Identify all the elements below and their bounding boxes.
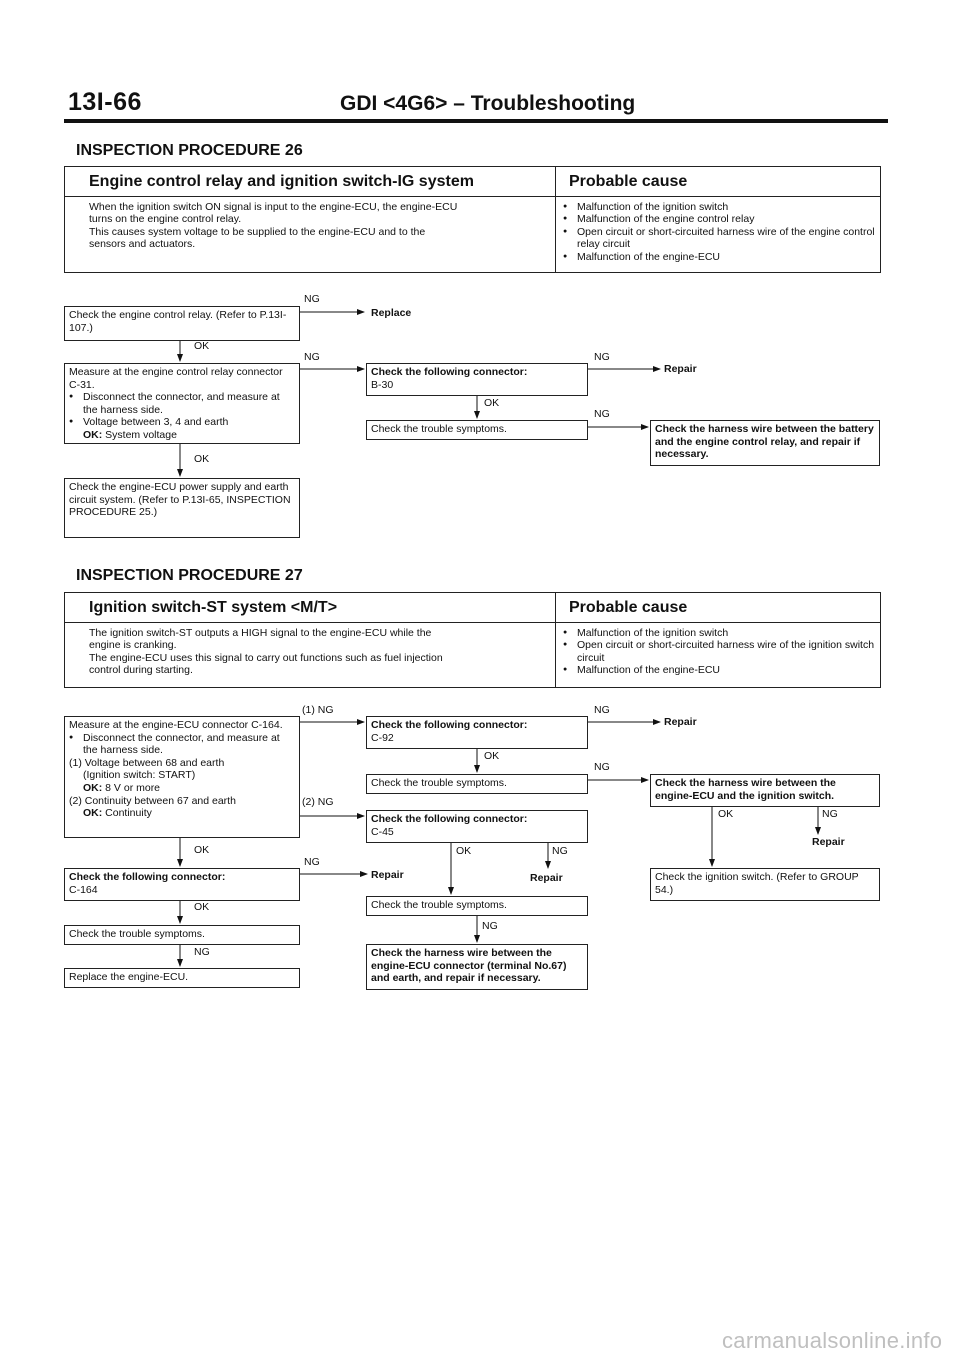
cause-item: ● Malfunction of the ignition switch — [563, 201, 875, 213]
ng-label: NG — [594, 408, 610, 420]
ok-value: System voltage — [105, 428, 177, 441]
ok-label: OK: — [83, 807, 103, 820]
measure-bullet: ● Disconnect the connector, and measure at the harness side. — [69, 732, 295, 757]
repair-label: Repair — [530, 872, 563, 884]
measure-step: (1) Voltage between 68 and earth — [69, 756, 225, 769]
trouble-symptoms-box: Check the trouble symptoms. — [366, 420, 588, 440]
measure-intro: Measure at the engine-ECU connector C-164. — [69, 719, 283, 731]
measure-step: (Ignition switch: START) — [83, 769, 196, 782]
replace-label: Replace — [371, 307, 412, 319]
ok-value: 8 V or more — [105, 781, 161, 794]
ng-label: NG — [594, 351, 610, 363]
ng-label: NG — [194, 946, 210, 958]
ecu-power-box: Check the engine-ECU power supply and earth circuit system. (Refer to P.13I-65, INSPECTION PROCEDURE 25.) — [64, 478, 300, 538]
cause-item: ● Malfunction of the engine control relay — [563, 213, 875, 225]
desc-line: engine is cranking. — [89, 639, 177, 652]
trouble-symptoms-box: Check the trouble symptoms. — [366, 896, 588, 916]
ng-label: NG — [552, 845, 568, 857]
desc-line: When the ignition switch ON signal is input to the engine-ECU, the engine-ECU — [89, 201, 458, 213]
check-relay-box: Check the engine control relay. (Refer to P.13I-107.) — [64, 306, 300, 341]
ng-label: (2) NG — [302, 796, 334, 808]
ok-label: OK — [194, 453, 210, 465]
cause-item: ● Malfunction of the ignition switch — [563, 627, 875, 639]
proc26-col-left: Engine control relay and ignition switch-IG system — [89, 173, 474, 190]
proc26-title: INSPECTION PROCEDURE 26 — [76, 142, 303, 159]
footer-watermark: carmanualsonline.info — [722, 1328, 943, 1353]
desc-line: The ignition switch-ST outputs a HIGH signal to the engine-ECU while the — [89, 627, 432, 639]
ignition-switch-box: Check the ignition switch. (Refer to GROUP 54.) — [650, 868, 880, 901]
ok-label: OK — [484, 750, 500, 762]
desc-line: This causes system voltage to be supplied to the engine-ECU and to the — [89, 225, 426, 238]
proc27-col-left: Ignition switch-ST system <M/T> — [89, 599, 338, 616]
ng-label: NG — [594, 761, 610, 773]
ok-label: OK — [194, 901, 210, 913]
proc26-col-right: Probable cause — [569, 173, 688, 190]
cause-item: ● Malfunction of the engine-ECU — [563, 664, 875, 676]
ok-label: OK — [456, 845, 472, 857]
ok-label: OK — [194, 844, 210, 856]
measure-step: (2) Continuity between 67 and earth — [69, 794, 236, 807]
ok-label: OK: — [83, 781, 103, 794]
page-title: GDI <4G6> – Troubleshooting — [340, 92, 636, 115]
repair-label: Repair — [664, 716, 697, 728]
ng-label: (1) NG — [302, 704, 334, 716]
ng-label: NG — [304, 856, 320, 868]
ng-label: NG — [822, 808, 838, 820]
ng-label: NG — [482, 920, 498, 932]
desc-line: control during starting. — [89, 664, 193, 677]
ok-label: OK — [194, 340, 210, 352]
proc27-title: INSPECTION PROCEDURE 27 — [76, 567, 303, 584]
cause-item: ● Open circuit or short-circuited harness wire of the engine control relay circuit — [563, 226, 875, 251]
replace-ecu-box: Replace the engine-ECU. — [64, 968, 300, 988]
repair-label: Repair — [812, 836, 845, 848]
connector-code: C-45 — [371, 825, 394, 838]
connector-code: C-164 — [69, 883, 98, 896]
trouble-symptoms-box: Check the trouble symptoms. — [366, 774, 588, 794]
measure-bullet: ● Disconnect the connector, and measure at the harness side. — [69, 391, 295, 416]
ok-label: OK — [718, 808, 734, 820]
ok-label: OK — [484, 397, 500, 409]
desc-line: sensors and actuators. — [89, 238, 196, 251]
connector-heading: Check the following connector: — [371, 366, 528, 378]
desc-line: turns on the engine control relay. — [89, 213, 242, 226]
repair-label: Repair — [371, 869, 404, 881]
harness-ecu-ignition-box: Check the harness wire between the engine-ECU and the ignition switch. — [650, 774, 880, 807]
harness-earth-box: Check the harness wire between the engine-ECU connector (terminal No.67) and earth, and repair if necessary. — [366, 944, 588, 990]
page-number: 13I-66 — [68, 88, 142, 116]
connector-heading: Check the following connector: — [69, 871, 226, 883]
ng-label: NG — [304, 351, 320, 363]
connector-code: B-30 — [371, 378, 394, 391]
proc27-col-right: Probable cause — [569, 599, 688, 616]
ng-label: NG — [304, 293, 320, 305]
repair-label: Repair — [664, 363, 697, 375]
ng-label: NG — [594, 704, 610, 716]
connector-code: C-92 — [371, 731, 394, 744]
trouble-symptoms-box: Check the trouble symptoms. — [64, 925, 300, 945]
measure-bullet: ● Voltage between 3, 4 and earth — [69, 416, 295, 429]
cause-item: ● Open circuit or short-circuited harness wire of the ignition switch circuit — [563, 639, 875, 664]
measure-intro: Measure at the engine control relay connector C-31. — [69, 366, 283, 391]
cause-item: ● Malfunction of the engine-ECU — [563, 251, 875, 263]
connector-heading: Check the following connector: — [371, 813, 528, 825]
desc-line: The engine-ECU uses this signal to carry out functions such as fuel injection — [89, 651, 443, 664]
connector-heading: Check the following connector: — [371, 719, 528, 731]
ok-value: Continuity — [105, 807, 152, 820]
harness-battery-box: Check the harness wire between the battery and the engine control relay, and repair if necessary. — [650, 420, 880, 466]
ok-label: OK: — [83, 428, 103, 441]
